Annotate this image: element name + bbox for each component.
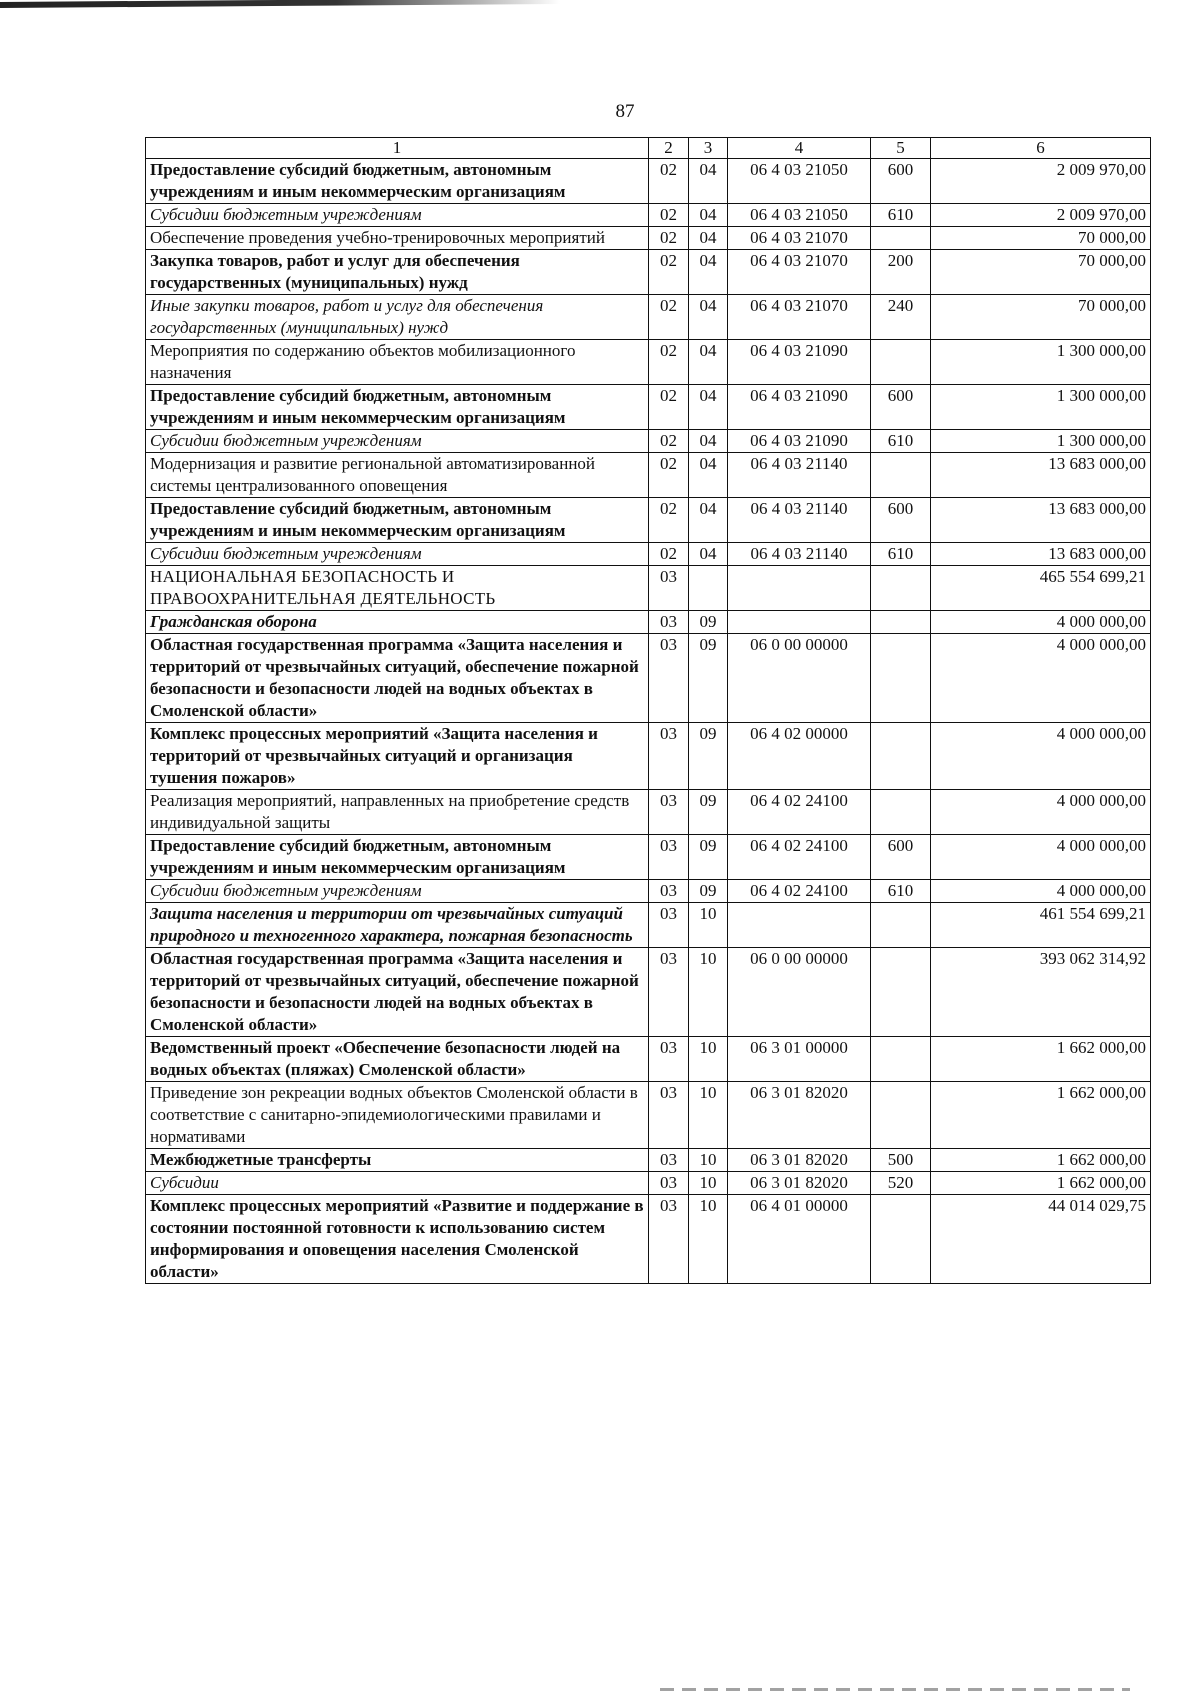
expense-type-cell — [871, 903, 931, 948]
table-row — [146, 385, 1151, 430]
row-name-cell: Модернизация и развитие региональной автоматизированной системы централизованного оповещения — [146, 453, 649, 498]
table-row — [146, 790, 1151, 835]
table-row — [146, 1172, 1151, 1195]
amount-cell: 2 009 970,00 — [931, 204, 1151, 227]
target-article-cell: 06 4 03 21050 — [728, 204, 871, 227]
row-name-cell: Предоставление субсидий бюджетным, автономным учреждениям и иным некоммерческим организациям — [146, 835, 649, 880]
target-article-cell: 06 4 02 00000 — [728, 723, 871, 790]
subsection-code-cell: 04 — [689, 340, 728, 385]
section-code-cell: 03 — [649, 835, 689, 880]
expense-type-cell: 520 — [871, 1172, 931, 1195]
expense-type-cell: 500 — [871, 1149, 931, 1172]
target-article-cell: 06 4 03 21070 — [728, 250, 871, 295]
scan-edge-mark — [0, 0, 560, 8]
subsection-code-cell: 04 — [689, 430, 728, 453]
row-name-cell: Реализация мероприятий, направленных на приобретение средств индивидуальной защиты — [146, 790, 649, 835]
row-name-cell: Мероприятия по содержанию объектов мобилизационного назначения — [146, 340, 649, 385]
target-article-cell: 06 4 03 21090 — [728, 430, 871, 453]
table-row — [146, 611, 1151, 634]
page-number: 87 — [615, 101, 635, 122]
row-name-cell: Защита населения и территории от чрезвычайных ситуаций природного и техногенного характера, пожарная безопасность — [146, 903, 649, 948]
amount-cell: 13 683 000,00 — [931, 543, 1151, 566]
subsection-code-cell — [689, 566, 728, 611]
table-row — [146, 948, 1151, 1037]
subsection-code-cell: 04 — [689, 453, 728, 498]
section-code-cell: 02 — [649, 227, 689, 250]
subsection-code-cell: 09 — [689, 634, 728, 723]
section-code-cell: 02 — [649, 430, 689, 453]
subsection-code-cell: 10 — [689, 1037, 728, 1082]
target-article-cell: 06 4 03 21140 — [728, 543, 871, 566]
expense-type-cell — [871, 566, 931, 611]
table-row — [146, 250, 1151, 295]
row-name-cell: Областная государственная программа «Защита населения и территорий от чрезвычайных ситуаций, обеспечение пожарной безопасности и безопасности людей на водных объектах в Смоленской области» — [146, 634, 649, 723]
row-name-cell: НАЦИОНАЛЬНАЯ БЕЗОПАСНОСТЬ И ПРАВООХРАНИТЕЛЬНАЯ ДЕЯТЕЛЬНОСТЬ — [146, 566, 649, 611]
section-code-cell: 03 — [649, 566, 689, 611]
section-code-cell: 03 — [649, 611, 689, 634]
row-name-cell: Комплекс процессных мероприятий «Развитие и поддержание в состоянии постоянной готовности к использованию систем информирования и оповещения населения Смоленской области» — [146, 1195, 649, 1284]
amount-cell: 4 000 000,00 — [931, 723, 1151, 790]
table-row — [146, 723, 1151, 790]
section-code-cell: 03 — [649, 790, 689, 835]
target-article-cell: 06 3 01 82020 — [728, 1082, 871, 1149]
target-article-cell: 06 3 01 00000 — [728, 1037, 871, 1082]
table-row — [146, 498, 1151, 543]
table-row — [146, 880, 1151, 903]
target-article-cell: 06 3 01 82020 — [728, 1172, 871, 1195]
amount-cell: 1 300 000,00 — [931, 430, 1151, 453]
amount-cell: 4 000 000,00 — [931, 835, 1151, 880]
table-row — [146, 204, 1151, 227]
expense-type-cell — [871, 1082, 931, 1149]
amount-cell: 1 300 000,00 — [931, 385, 1151, 430]
row-name-cell: Гражданская оборона — [146, 611, 649, 634]
amount-cell: 4 000 000,00 — [931, 790, 1151, 835]
budget-table — [145, 137, 1151, 1284]
table-row — [146, 227, 1151, 250]
budget-table-body — [146, 138, 1151, 1284]
section-code-cell: 03 — [649, 723, 689, 790]
target-article-cell — [728, 566, 871, 611]
subsection-code-cell: 09 — [689, 880, 728, 903]
expense-type-cell — [871, 453, 931, 498]
expense-type-cell — [871, 1037, 931, 1082]
subsection-code-cell: 04 — [689, 498, 728, 543]
amount-cell: 4 000 000,00 — [931, 880, 1151, 903]
subsection-code-cell: 09 — [689, 835, 728, 880]
row-name-cell: Субсидии бюджетным учреждениям — [146, 430, 649, 453]
expense-type-cell — [871, 634, 931, 723]
target-article-cell: 06 0 00 00000 — [728, 948, 871, 1037]
row-name-cell: Межбюджетные трансферты — [146, 1149, 649, 1172]
amount-cell: 70 000,00 — [931, 295, 1151, 340]
section-code-cell: 03 — [649, 1149, 689, 1172]
amount-cell: 393 062 314,92 — [931, 948, 1151, 1037]
amount-cell: 44 014 029,75 — [931, 1195, 1151, 1284]
expense-type-cell — [871, 611, 931, 634]
table-row — [146, 903, 1151, 948]
row-name-cell: Субсидии бюджетным учреждениям — [146, 880, 649, 903]
row-name-cell: Обеспечение проведения учебно-тренировочных мероприятий — [146, 227, 649, 250]
expense-type-cell — [871, 227, 931, 250]
expense-type-cell: 240 — [871, 295, 931, 340]
row-name-cell: Ведомственный проект «Обеспечение безопасности людей на водных объектах (пляжах) Смоленской области» — [146, 1037, 649, 1082]
subsection-code-cell: 10 — [689, 1082, 728, 1149]
amount-cell: 1 662 000,00 — [931, 1082, 1151, 1149]
target-article-cell — [728, 611, 871, 634]
target-article-cell: 06 4 02 24100 — [728, 880, 871, 903]
row-name-cell: Комплекс процессных мероприятий «Защита населения и территорий от чрезвычайных ситуаций и организация тушения пожаров» — [146, 723, 649, 790]
table-row — [146, 566, 1151, 611]
amount-cell: 1 300 000,00 — [931, 340, 1151, 385]
expense-type-cell: 600 — [871, 498, 931, 543]
row-name-cell: Субсидии бюджетным учреждениям — [146, 543, 649, 566]
amount-cell: 465 554 699,21 — [931, 566, 1151, 611]
subsection-code-cell: 10 — [689, 1149, 728, 1172]
subsection-code-cell: 09 — [689, 790, 728, 835]
row-name-cell: Областная государственная программа «Защита населения и территорий от чрезвычайных ситуаций, обеспечение пожарной безопасности и безопасности людей на водных объектах в Смоленской области» — [146, 948, 649, 1037]
section-code-cell: 02 — [649, 159, 689, 204]
subsection-code-cell: 10 — [689, 1195, 728, 1284]
expense-type-cell: 610 — [871, 204, 931, 227]
scan-edge-mark — [660, 1688, 1130, 1691]
section-code-cell: 02 — [649, 498, 689, 543]
row-name-cell: Предоставление субсидий бюджетным, автономным учреждениям и иным некоммерческим организациям — [146, 498, 649, 543]
table-row — [146, 543, 1151, 566]
expense-type-cell: 610 — [871, 430, 931, 453]
expense-type-cell — [871, 1195, 931, 1284]
expense-type-cell — [871, 790, 931, 835]
expense-type-cell: 600 — [871, 835, 931, 880]
section-code-cell: 02 — [649, 543, 689, 566]
header-cell: 3 — [689, 138, 728, 159]
subsection-code-cell: 04 — [689, 385, 728, 430]
target-article-cell: 06 4 02 24100 — [728, 835, 871, 880]
target-article-cell: 06 4 03 21140 — [728, 453, 871, 498]
amount-cell: 4 000 000,00 — [931, 634, 1151, 723]
target-article-cell: 06 4 03 21070 — [728, 227, 871, 250]
row-name-cell: Субсидии бюджетным учреждениям — [146, 204, 649, 227]
section-code-cell: 03 — [649, 634, 689, 723]
row-name-cell: Предоставление субсидий бюджетным, автономным учреждениям и иным некоммерческим организациям — [146, 159, 649, 204]
section-code-cell: 03 — [649, 1082, 689, 1149]
expense-type-cell — [871, 340, 931, 385]
target-article-cell: 06 4 03 21090 — [728, 340, 871, 385]
target-article-cell: 06 4 01 00000 — [728, 1195, 871, 1284]
header-cell: 4 — [728, 138, 871, 159]
expense-type-cell: 600 — [871, 385, 931, 430]
section-code-cell: 02 — [649, 204, 689, 227]
row-name-cell: Приведение зон рекреации водных объектов Смоленской области в соответствие с санитарно-эпидемиологическими правилами и нормативами — [146, 1082, 649, 1149]
section-code-cell: 02 — [649, 453, 689, 498]
target-article-cell: 06 4 03 21050 — [728, 159, 871, 204]
section-code-cell: 03 — [649, 903, 689, 948]
target-article-cell: 06 4 03 21090 — [728, 385, 871, 430]
subsection-code-cell: 04 — [689, 250, 728, 295]
subsection-code-cell: 10 — [689, 903, 728, 948]
table-row — [146, 634, 1151, 723]
target-article-cell: 06 0 00 00000 — [728, 634, 871, 723]
subsection-code-cell: 04 — [689, 227, 728, 250]
section-code-cell: 03 — [649, 948, 689, 1037]
column-number-header — [146, 138, 1151, 159]
section-code-cell: 03 — [649, 880, 689, 903]
subsection-code-cell: 04 — [689, 204, 728, 227]
section-code-cell: 03 — [649, 1195, 689, 1284]
table-row — [146, 295, 1151, 340]
header-cell: 2 — [649, 138, 689, 159]
table-row — [146, 430, 1151, 453]
amount-cell: 1 662 000,00 — [931, 1037, 1151, 1082]
header-cell: 6 — [931, 138, 1151, 159]
amount-cell: 2 009 970,00 — [931, 159, 1151, 204]
section-code-cell: 02 — [649, 385, 689, 430]
table-row — [146, 1037, 1151, 1082]
amount-cell: 13 683 000,00 — [931, 498, 1151, 543]
table-row — [146, 1149, 1151, 1172]
target-article-cell: 06 4 03 21070 — [728, 295, 871, 340]
table-row — [146, 159, 1151, 204]
amount-cell: 13 683 000,00 — [931, 453, 1151, 498]
table-row — [146, 340, 1151, 385]
target-article-cell: 06 4 03 21140 — [728, 498, 871, 543]
table-row — [146, 453, 1151, 498]
target-article-cell — [728, 903, 871, 948]
subsection-code-cell: 10 — [689, 1172, 728, 1195]
amount-cell: 1 662 000,00 — [931, 1172, 1151, 1195]
subsection-code-cell: 04 — [689, 543, 728, 566]
section-code-cell: 02 — [649, 340, 689, 385]
row-name-cell: Закупка товаров, работ и услуг для обеспечения государственных (муниципальных) нужд — [146, 250, 649, 295]
section-code-cell: 02 — [649, 295, 689, 340]
amount-cell: 461 554 699,21 — [931, 903, 1151, 948]
target-article-cell: 06 3 01 82020 — [728, 1149, 871, 1172]
expense-type-cell: 200 — [871, 250, 931, 295]
expense-type-cell: 610 — [871, 543, 931, 566]
row-name-cell: Предоставление субсидий бюджетным, автономным учреждениям и иным некоммерческим организациям — [146, 385, 649, 430]
section-code-cell: 02 — [649, 250, 689, 295]
row-name-cell: Субсидии — [146, 1172, 649, 1195]
target-article-cell: 06 4 02 24100 — [728, 790, 871, 835]
amount-cell: 4 000 000,00 — [931, 611, 1151, 634]
subsection-code-cell: 09 — [689, 723, 728, 790]
section-code-cell: 03 — [649, 1172, 689, 1195]
header-cell: 1 — [146, 138, 649, 159]
amount-cell: 1 662 000,00 — [931, 1149, 1151, 1172]
subsection-code-cell: 09 — [689, 611, 728, 634]
row-name-cell: Иные закупки товаров, работ и услуг для обеспечения государственных (муниципальных) нужд — [146, 295, 649, 340]
subsection-code-cell: 04 — [689, 159, 728, 204]
table-row — [146, 835, 1151, 880]
subsection-code-cell: 10 — [689, 948, 728, 1037]
section-code-cell: 03 — [649, 1037, 689, 1082]
expense-type-cell: 600 — [871, 159, 931, 204]
amount-cell: 70 000,00 — [931, 250, 1151, 295]
header-cell: 5 — [871, 138, 931, 159]
table-row — [146, 1082, 1151, 1149]
expense-type-cell: 610 — [871, 880, 931, 903]
subsection-code-cell: 04 — [689, 295, 728, 340]
expense-type-cell — [871, 948, 931, 1037]
table-row — [146, 1195, 1151, 1284]
amount-cell: 70 000,00 — [931, 227, 1151, 250]
expense-type-cell — [871, 723, 931, 790]
